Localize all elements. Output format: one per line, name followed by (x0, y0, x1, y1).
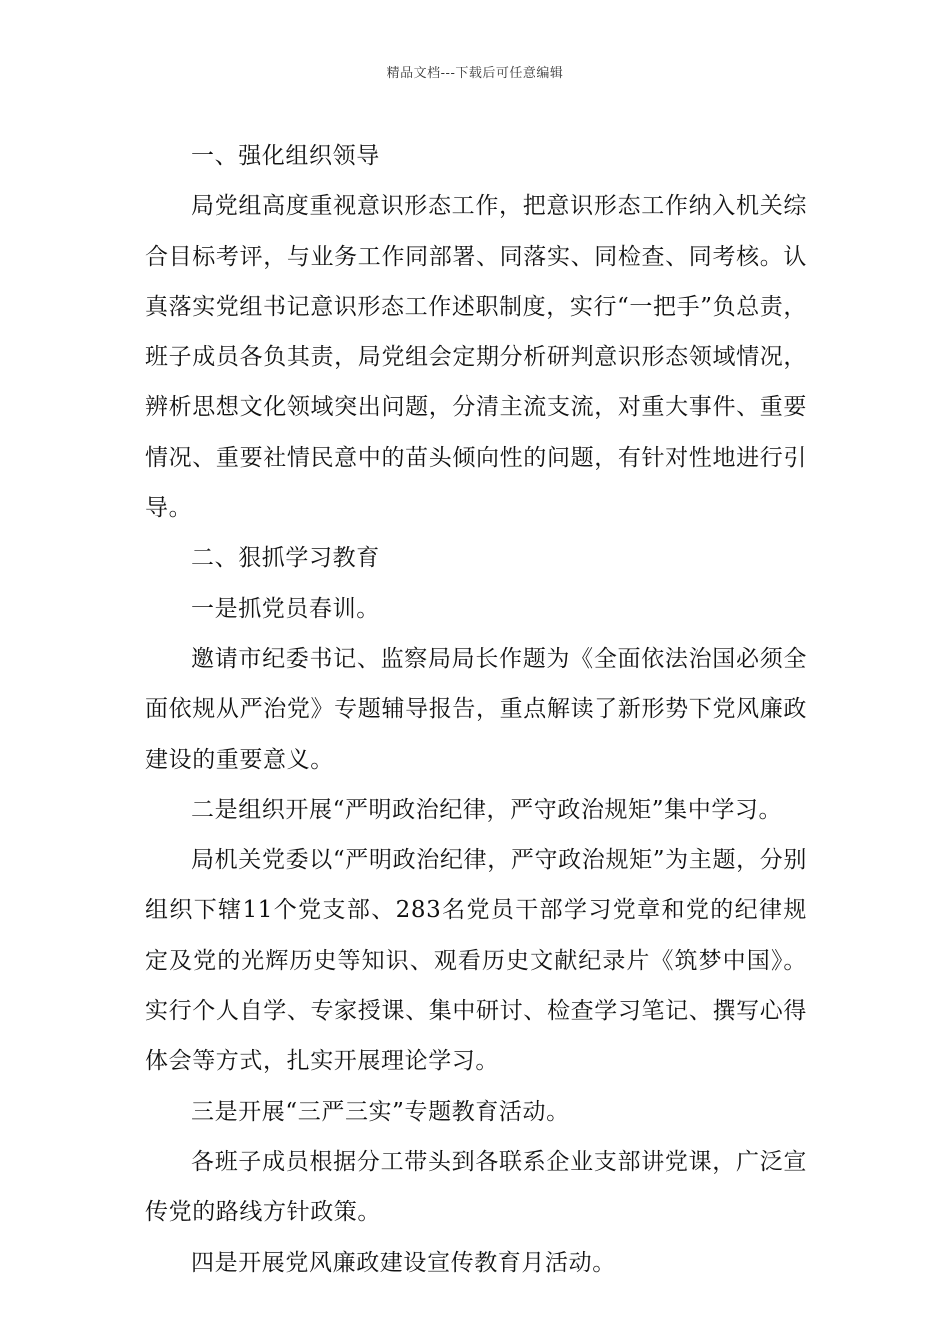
document-body (145, 131, 807, 1288)
item-heading-2: 二是组织开展“严明政治纪律，严守政治规矩”集中学习。 (191, 796, 783, 823)
item-heading-3: 三是开展“三严三实”专题教育活动。 (191, 1098, 570, 1125)
section-heading-2: 二、狠抓学习教育 (191, 545, 380, 572)
paragraph-organization: 局党组高度重视意识形态工作，把意识形态工作纳入机关综合目标考评，与业务工作同部署、同落实、同检查、同考核。认真落实党组书记意识形态工作述职制度，实行“一把手”负总责，班子成员各负其责，局党组会定期分析研判意识形态领域情况，辨析思想文化领域突出问题，分清主流支流，对重大事件、重要情况、重要社情民意中的苗头倾向性的问题，有针对性地进行引导。 (145, 193, 807, 522)
header-note: 精品文档---下载后可任意编辑 (386, 66, 564, 81)
paragraph-spring-training: 邀请市纪委书记、监察局局长作题为《全面依法治国必须全面依规从严治党》专题辅导报告，重点解读了新形势下党风廉政建设的重要意义。 (145, 645, 807, 773)
item-heading-1: 一是抓党员春训。 (191, 595, 380, 622)
paragraph-discipline-study: 局机关党委以“严明政治纪律，严守政治规矩”为主题，分别组织下辖11个党支部、283名党员干部学习党章和党的纪律规定及党的光辉历史等知识、观看历史文献纪录片《筑梦中国》。实行个人自学、专家授课、集中研讨、检查学习笔记、撰写心得体会等方式，扎实开展理论学习。 (145, 847, 807, 1075)
item-heading-4: 四是开展党风廉政建设宣传教育月活动。 (191, 1249, 616, 1276)
section-heading-1: 一、强化组织领导 (191, 143, 380, 169)
paragraph-party-lectures: 各班子成员根据分工带头到各联系企业支部讲党课，广泛宣传党的路线方针政策。 (145, 1148, 807, 1226)
